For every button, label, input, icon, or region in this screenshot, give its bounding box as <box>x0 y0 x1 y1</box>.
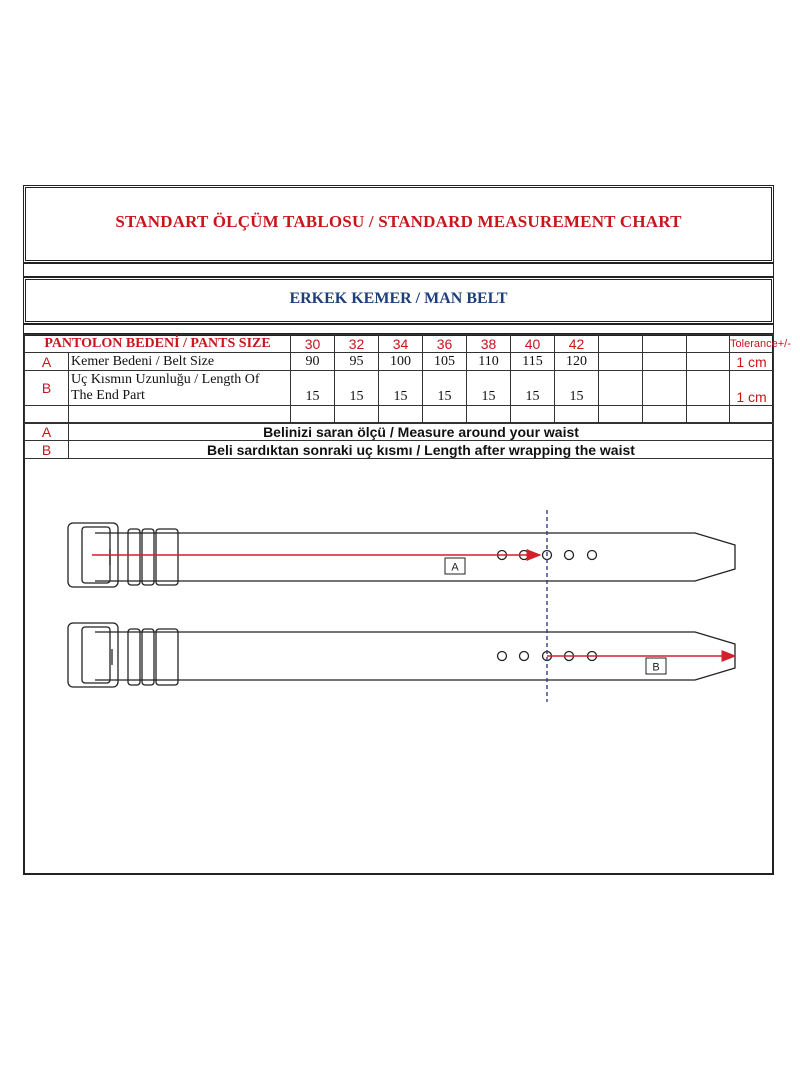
row-label-cell <box>69 371 291 406</box>
value-cell: 15 <box>467 371 511 406</box>
value-cell: 115 <box>511 353 555 371</box>
legend-key: B <box>25 441 69 459</box>
value-cell <box>687 371 730 406</box>
value-cell: 15 <box>423 371 467 406</box>
value-cell: 90 <box>291 353 335 371</box>
size-cell <box>643 335 687 353</box>
value-cell: 15 <box>291 371 335 406</box>
empty-cell <box>687 406 730 424</box>
size-cell: 38 <box>467 335 511 353</box>
empty-cell <box>423 406 467 424</box>
tolerance-cell: 1 cm <box>730 371 774 406</box>
size-header: PANTOLON BEDENİ / PANTS SIZE <box>25 335 291 353</box>
row-key: A <box>25 353 69 371</box>
value-cell: 95 <box>335 353 379 371</box>
label-b-box <box>646 658 666 674</box>
value-cell: 15 <box>555 371 599 406</box>
value-cell: 15 <box>511 371 555 406</box>
size-cell: 42 <box>555 335 599 353</box>
table-row <box>25 353 774 371</box>
row-label: Uç Kısmın Uzunluğu / Length Of <box>71 372 260 387</box>
size-cell: 32 <box>335 335 379 353</box>
size-cell <box>687 335 730 353</box>
empty-cell <box>599 406 643 424</box>
empty-cell <box>25 406 69 424</box>
value-cell: 110 <box>467 353 511 371</box>
size-cell: 34 <box>379 335 423 353</box>
size-header-row <box>25 335 774 353</box>
empty-cell <box>555 406 599 424</box>
empty-cell <box>467 406 511 424</box>
row-key: B <box>25 371 69 406</box>
legend-row <box>25 441 774 459</box>
title-divider <box>23 263 774 277</box>
size-cell <box>599 335 643 353</box>
empty-cell <box>335 406 379 424</box>
tolerance-header: Tolerance+/- <box>730 335 774 353</box>
page-title: STANDART ÖLÇÜM TABLOSU / STANDARD MEASUREMENT CHART <box>115 212 682 231</box>
value-cell <box>599 371 643 406</box>
value-cell: 15 <box>379 371 423 406</box>
row-label-line2: The End Part <box>71 388 145 403</box>
legend-text: Belinizi saran ölçü / Measure around your waist <box>69 423 774 441</box>
value-cell: 15 <box>335 371 379 406</box>
label-b: B <box>652 661 660 674</box>
tolerance-cell: 1 cm <box>730 353 774 371</box>
value-cell <box>599 353 643 371</box>
value-cell <box>643 371 687 406</box>
value-cell: 100 <box>379 353 423 371</box>
empty-cell <box>643 406 687 424</box>
belt-loop-icon <box>128 629 140 685</box>
value-cell: 105 <box>423 353 467 371</box>
subtitle-divider <box>23 324 774 334</box>
belt-diagram <box>40 505 760 720</box>
value-cell <box>687 353 730 371</box>
empty-cell <box>69 406 291 424</box>
size-table <box>24 334 791 424</box>
label-a: A <box>451 561 459 574</box>
empty-row <box>25 406 774 424</box>
empty-cell <box>379 406 423 424</box>
value-cell: 120 <box>555 353 599 371</box>
size-cell: 36 <box>423 335 467 353</box>
legend-table <box>24 422 774 459</box>
value-cell <box>643 353 687 371</box>
page-subtitle: ERKEK KEMER / MAN BELT <box>289 290 508 307</box>
size-cell: 40 <box>511 335 555 353</box>
empty-cell <box>291 406 335 424</box>
legend-row <box>25 423 774 441</box>
belt-loop-icon <box>128 529 140 585</box>
table-row <box>25 371 774 406</box>
legend-key: A <box>25 423 69 441</box>
legend-text: Beli sardıktan sonraki uç kısmı / Length after wrapping the waist <box>69 441 774 459</box>
empty-cell <box>730 406 774 424</box>
belt-b <box>68 623 735 687</box>
row-label: Kemer Bedeni / Belt Size <box>69 353 291 371</box>
empty-cell <box>511 406 555 424</box>
label-a-box <box>445 558 465 574</box>
size-cell: 30 <box>291 335 335 353</box>
